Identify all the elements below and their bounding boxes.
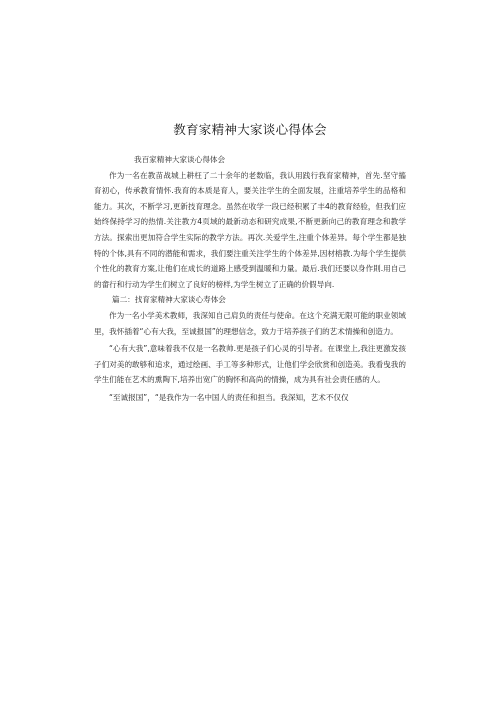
document-body: [94, 152, 406, 406]
paragraph-3: “心有大我”,意味着我不仅是一名教帅.更是孩子们心灵的引导者。在课堂上,我注更激发孩子们对美的敢够和追求，通过绘画、手工等多种形式，让他们学会欣赏和创造美。我看曳我的学生们能在艺术的熏陶下,培养出宽广的胸怀和高尚的情操，成为具有社会责任感的人。: [94, 344, 406, 385]
section-subtitle-1: 我百家精神大家谈心得体会: [134, 155, 226, 164]
paragraph-2: 作为一名小学美术教师，我深知自己肩负的责任与使命。在这个充满无限可能的职业领域里，我怀插着“心有大我，至诚报国”的理想信念，致力于培养孩子们的艺术情操和创造力。: [94, 310, 406, 336]
document-title: 教育家精神大家谈心得体会: [173, 122, 327, 137]
section-subtitle-2: 篇二：找育家精神大家谈心寿体会: [112, 295, 226, 305]
paragraph-4: “至诚报国”，“是我作为一名中国人的责任和担当。我深知，艺术不仅仅: [109, 392, 349, 402]
paragraph-1: 作为一名在教苗战城上耕枉了二十余年的老数临，我认用践行我育家精神，首先.坚守搐育初心，传承教育情怀.我育的本质是育人，要关注学生的全面发展，注重培养学生的品格和能力。其次，不断学习,更新技育理念。虽然在收学一段已经积累了丰4的教育经验，但我们应始终保持学习的热情.关注教方4页域的最新动态和研究成果,不断更新向己的教育理念和教学方法。探索出更加符合学生实际的教学方法。再次.关爱学生,注重个体差异。每个学生都是独特的个体,具有不同的潜能和需求，我们要注重关注学生的个体差异,因材榕教.为每个学生提供个性化的教育方案,让他们在成长的道路上感受到温暖和力量。最后.我们还要以身作則.用自己的畲行和行动为学生们树立了良好的榜样,为学生树立了正确的价假导向.: [94, 170, 406, 289]
